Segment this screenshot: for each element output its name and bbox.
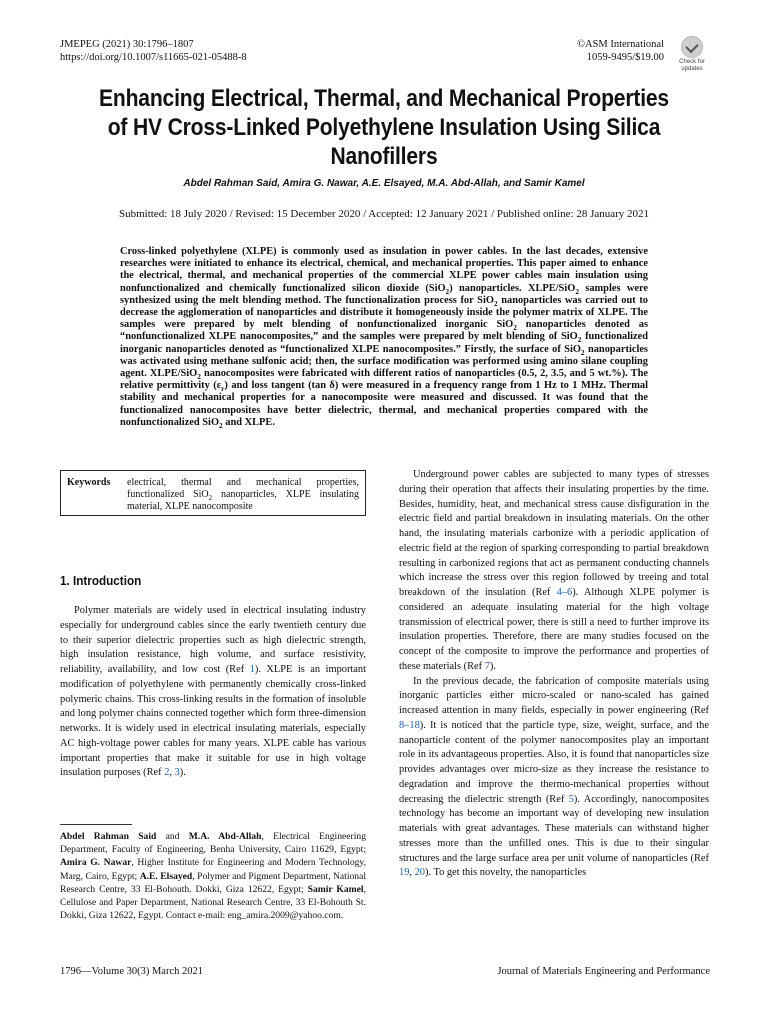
- author-list: Abdel Rahman Said, Amira G. Nawar, A.E. Elsayed, M.A. Abd-Allah, and Samir Kamel: [183, 178, 585, 189]
- check-for-updates-badge[interactable]: [676, 36, 708, 76]
- keywords-label: Keywords: [67, 477, 111, 488]
- journal-citation: JMEPEG (2021) 30:1796–1807: [60, 39, 194, 50]
- footer-journal-name: Journal of Materials Engineering and Performance: [497, 966, 710, 977]
- footnote-rule: [60, 824, 132, 825]
- doi-link[interactable]: https://doi.org/10.1007/s11665-021-05488-8: [60, 52, 247, 63]
- badge-text-1: Check for: [679, 59, 705, 65]
- reference-link[interactable]: 2: [164, 767, 170, 779]
- article-title: Enhancing Electrical, Thermal, and Mechanical Properties of HV Cross-Linked Polyethylene Insulation Using Silica Nanofillers: [99, 85, 669, 170]
- paragraph: Polymer materials are widely used in electrical insulating industry especially for underground cables since the early twentieth century due to their superior dielectric properties such as high dielectric strength, high insulation resistance, high volume, and surface resistivity, reliability, availability, and low cost (Ref 1). XLPE is an important modification of polyethylene with permanently chemically cross-linked polymeric chains. This cross-linking results in the formation of insoluble and long polymer chains connected together which form three-dimension networks. It is widely used in electrical insulating materials, especially AC high-voltage power cables for many years. XLPE cable has various important properties that make it suitable for use in high voltage insulation purposes (Ref 2, 3).: [60, 605, 366, 779]
- intro-right-column: [399, 468, 709, 881]
- check-for-updates-icon: [681, 36, 703, 58]
- issn-price: 1059-9495/$19.00: [586, 52, 664, 63]
- reference-link[interactable]: 3: [174, 767, 180, 779]
- reference-link[interactable]: 7: [484, 660, 490, 672]
- keywords-values: electrical, thermal and mechanical properties, functionalized SiO$_2$ nanoparticles, XLPE insulating material, XLPE nanocomposite: [127, 477, 359, 512]
- journal-reference: [60, 38, 247, 64]
- footer-page-volume: 1796—Volume 30(3) March 2021: [60, 966, 203, 977]
- copyright: ©ASM International: [576, 39, 664, 50]
- keywords-box: [60, 470, 366, 516]
- abstract: Cross-linked polyethylene (XLPE) is commonly used as insulation in power cables. In the last decades, extensive researches were initiated to enhance its electrical, chemical, and mechanical properties. This paper aimed to enhance the electrical, thermal, and mechanical properties of the commercial XLPE power cables main insulation using nonfunctionalized and chemically functionalized silicon dioxide (SiO$_2$) nanoparticles. XLPE/SiO$_2$ samples were synthesized using the melt blending method. The functionalization process for SiO$_2$ nanoparticles was carried out to decrease the agglomeration of nanoparticles and distribute it homogeneously inside the polymer matrix of XLPE. The samples were prepared by melt blending of nonfunctionalized inorganic SiO$_2$ nanoparticles denoted as “nonfunctionalized XLPE nanocomposites,” and the samples were prepared by melt blending of SiO$_2$ functionalized inorganic nanoparticles denoted as “functionalized XLPE nanocomposites.” Firstly, the surface of SiO$_2$ nanoparticles was activated using methane sulfonic acid; then, the surface modification was performed using amino silane coupling agent. XLPE/SiO$_2$ nanocomposites were fabricated with different ratios of nanoparticles (0.5, 2, 3.5, and 5 wt.%). The relative permittivity $(\varepsilon_r)$ and loss tangent (tan δ) were measured in a frequency range from 1 Hz to 1 MHz. Thermal stability and mechanical properties for a nanocomposite were measured and discussed. It was found that the functionalized nanocomposites have better dielectric, thermal, and mechanical properties compared with the nonfunctionalized SiO$_2$ and XLPE.: [120, 246, 648, 430]
- publisher-info: [460, 38, 664, 64]
- paragraph: Underground power cables are subjected to many types of stresses during their operation that affects their insulating properties by the time. Besides, humidity, heat, and mechanical stress cause disfiguration in the electric field and partial breakdown in insulating materials. On the other hand, the insulating materials carbonize with a periodic application of electric field at the region of sparking corresponding to partial breakdown resulting in carbonized regions that act as permanent conducting channels which increase the stress over this region followed by treeing and total breakdown of the insulation (Ref 4–6). Although XLPE polymer is considered an adequate insulating material for the high voltage transmission of electrical power, there is still a need to further improve its insulation properties. Therefore, there are many studies focused on the concept of the composite to improve the performance and properties of these materials (Ref 7).: [399, 469, 709, 672]
- reference-link[interactable]: 5: [568, 793, 574, 805]
- paragraph: In the previous decade, the fabrication of composite materials using inorganic particles either micro-scaled or nano-scaled has gained increased attention in many fields, especially in power engineering (Ref 8–18). It is noticed that the particle type, size, weight, surface, and the nanoparticle content of the polymer nanocomposites play an important role in its advantageous properties. Also, it is found that nanoparticles size provides advantages over micro-size as they increase the resistance to degradation and improve the thermo-mechanical properties without decreasing the dielectric strength (Ref 5). Accordingly, nanocomposites technology has become an important way of developing new insulation materials with great advantages. These materials can withstand higher stresses more than the unfilled ones. This is due to their singular structures and the large surface area per unit volume of nanoparticles (Ref 19, 20). To get this novelty, the nanoparticles: [399, 675, 709, 879]
- reference-link[interactable]: 19: [399, 867, 410, 879]
- reference-link[interactable]: 20: [414, 867, 425, 879]
- publication-dates: Submitted: 18 July 2020 / Revised: 15 December 2020 / Accepted: 12 January 2021 / Published online: 28 January 2021: [118, 208, 650, 220]
- badge-text-2: updates: [681, 66, 703, 72]
- intro-left-column: [60, 604, 366, 781]
- reference-link[interactable]: 4–6: [556, 587, 573, 598]
- reference-link[interactable]: 1: [249, 664, 255, 675]
- author-affiliations: Abdel Rahman Said and M.A. Abd-Allah, Electrical Engineering Department, Faculty of Engineering, Benha University, Cairo 11629, Egypt; Amira G. Nawar, Higher Institute for Engineering and Modern Technology, Marg, Cairo, Egypt; A.E. Elsayed, Polymer and Pigment Department, National Research Centre, 33 El-Bohouth. Dokki, Giza 12622, Egypt; Samir Kamel, Cellulose and Paper Department, National Research Centre, 33 El-Bohouth St. Dokki, Giza 12622, Egypt. Contact e-mail: eng_amira.2009@yahoo.com.: [60, 831, 367, 922]
- reference-link[interactable]: 8–18: [399, 719, 420, 731]
- section-heading: 1. Introduction: [60, 573, 142, 588]
